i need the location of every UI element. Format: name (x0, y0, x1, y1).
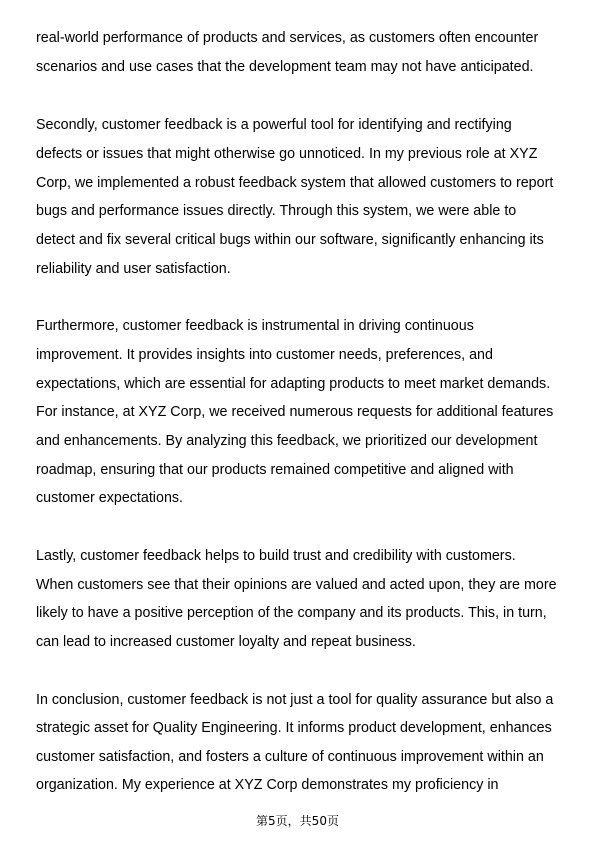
paragraph-4-line-3: likely to have a positive perception of the company and its products. This, in turn, (36, 605, 547, 621)
paragraph-5-line-2: strategic asset for Quality Engineering. It informs product development, enhances (36, 720, 552, 736)
paragraph-2-line-1: Secondly, customer feedback is a powerful tool for identifying and rectifying (36, 117, 512, 133)
paragraph-2-line-2: defects or issues that might otherwise go unnoticed. In my previous role at XYZ (36, 146, 538, 162)
paragraph-2-line-3: Corp, we implemented a robust feedback system that allowed customers to report (36, 175, 554, 191)
page-number-footer: 第5页，共50页 (256, 814, 339, 828)
paragraph-3-line-6: roadmap, ensuring that our products remained competitive and aligned with (36, 462, 514, 478)
paragraph-5-line-4: organization. My experience at XYZ Corp demonstrates my proficiency in (36, 777, 499, 793)
paragraph-2-line-5: detect and fix several critical bugs within our software, significantly enhancing its (36, 232, 544, 248)
paragraph-4-line-2: When customers see that their opinions are valued and acted upon, they are more (36, 577, 557, 593)
paragraph-1-line-2: scenarios and use cases that the development team may not have anticipated. (36, 59, 534, 75)
paragraph-1-line-1: real-world performance of products and services, as customers often encounter (36, 30, 539, 46)
paragraph-2-line-4: bugs and performance issues directly. Through this system, we were able to (36, 203, 517, 219)
paragraph-3-line-1: Furthermore, customer feedback is instrumental in driving continuous (36, 318, 474, 334)
paragraph-3-line-7: customer expectations. (36, 490, 184, 506)
paragraph-3-line-5: and enhancements. By analyzing this feedback, we prioritized our development (36, 433, 538, 449)
paragraph-5-line-3: customer satisfaction, and fosters a culture of continuous improvement within an (36, 749, 544, 765)
paragraph-3-line-4: For instance, at XYZ Corp, we received numerous requests for additional features (36, 404, 554, 420)
paragraph-3-line-3: expectations, which are essential for adapting products to meet market demands. (36, 376, 551, 392)
paragraph-3-line-2: improvement. It provides insights into customer needs, preferences, and (36, 347, 493, 363)
paragraph-5-line-1: In conclusion, customer feedback is not just a tool for quality assurance but also a (36, 692, 554, 708)
paragraph-2-line-6: reliability and user satisfaction. (36, 261, 231, 277)
paragraph-4-line-4: can lead to increased customer loyalty and repeat business. (36, 634, 416, 650)
paragraph-4-line-1: Lastly, customer feedback helps to build trust and credibility with customers. (36, 548, 516, 564)
